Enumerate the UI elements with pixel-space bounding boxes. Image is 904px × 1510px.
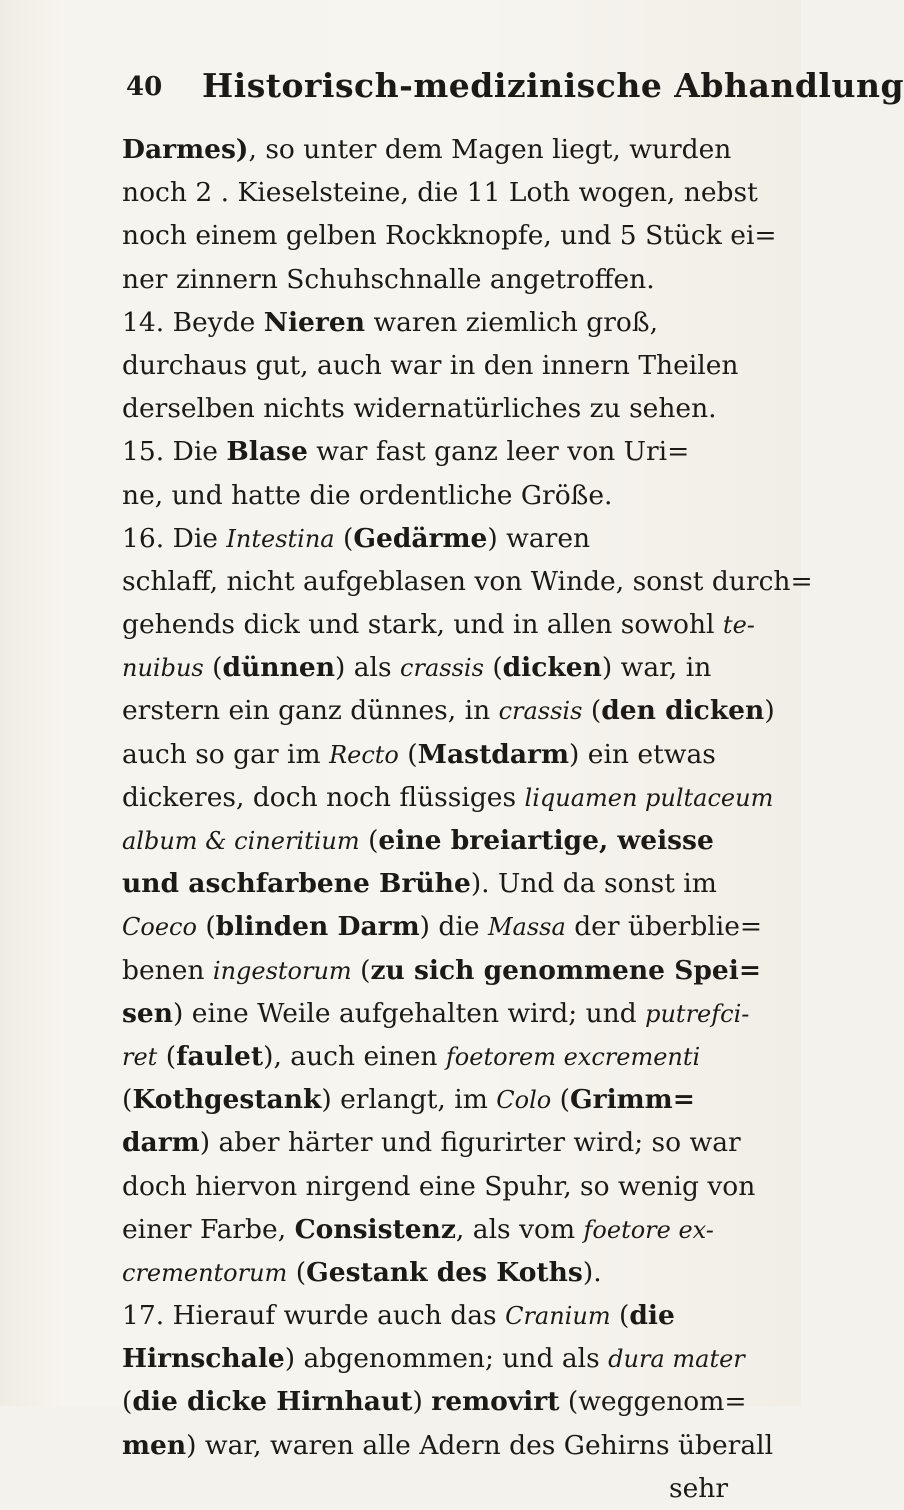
text-segment: dickeres, doch noch flüssiges — [122, 781, 525, 813]
text-segment: ( — [122, 1386, 133, 1418]
latin-term: Recto — [329, 740, 399, 769]
text-line — [122, 776, 774, 819]
latin-term: nuibus — [122, 654, 204, 683]
emphasized-term: Darmes) — [122, 134, 249, 165]
emphasized-term: die — [629, 1300, 675, 1332]
emphasized-term: eine breiartige, weisse — [378, 825, 714, 856]
latin-term: putrefci- — [645, 999, 750, 1028]
emphasized-term: Mastdarm — [417, 738, 570, 770]
text-line — [122, 560, 813, 603]
emphasized-term: blinden Darm — [215, 911, 420, 943]
text-line — [122, 1121, 741, 1164]
text-line — [122, 128, 734, 171]
text-line — [122, 689, 775, 732]
latin-term: album & cineritium — [122, 827, 360, 855]
text-line — [122, 862, 734, 905]
emphasized-term: removirt — [431, 1386, 560, 1418]
text-segment: ( — [196, 911, 216, 943]
text-line — [122, 1035, 734, 1078]
text-segment: ) war, waren alle Adern des Gehirns überall — [186, 1429, 774, 1461]
text-line — [122, 646, 734, 689]
text-segment: 16. Die — [122, 522, 227, 554]
text-segment: ner zinnern Schuhschnalle angetroffen. — [122, 263, 655, 295]
text-segment: benen — [122, 954, 213, 986]
text-segment: schlaff, nicht aufgeblasen von Winde, sonst durch= — [122, 565, 813, 597]
text-line — [122, 1380, 747, 1423]
emphasized-term: den dicken — [601, 695, 765, 727]
text-segment: ( — [157, 1040, 177, 1072]
latin-term: foetore ex- — [583, 1215, 714, 1244]
text-segment: ( — [203, 652, 223, 684]
body-text — [122, 128, 813, 1510]
text-segment: ) — [764, 695, 775, 727]
text-line — [122, 1467, 734, 1510]
text-segment: derselben nichts widernatürliches zu sehen. — [122, 393, 717, 425]
text-segment: ( — [610, 1300, 630, 1332]
latin-term: ret — [122, 1042, 158, 1071]
emphasized-term: Grimm= — [569, 1084, 695, 1116]
text-segment: ). Und da sonst im — [470, 868, 717, 900]
text-line — [122, 171, 758, 214]
text-segment: ) abgenommen; und als — [284, 1343, 609, 1375]
emphasized-term: Kothgestank — [132, 1084, 322, 1116]
text-segment: ). — [582, 1256, 602, 1288]
emphasized-term: Blase — [226, 436, 308, 468]
latin-term: te- — [722, 611, 755, 640]
text-segment: waren ziemlich groß, — [365, 306, 659, 338]
text-segment: (weggenom= — [559, 1386, 747, 1418]
latin-term: crementorum — [122, 1258, 288, 1287]
emphasized-term: die dicke Hirnhaut — [132, 1386, 413, 1418]
text-segment: ) eine Weile aufgehalten wird; und — [173, 997, 646, 1029]
latin-term: liquamen pultaceum — [524, 783, 774, 812]
text-segment: ) waren — [487, 522, 591, 554]
text-segment: ( — [551, 1084, 570, 1116]
text-line — [122, 474, 734, 517]
text-segment: ) aber härter und figurirter wird; so war — [199, 1127, 741, 1159]
text-line — [122, 1078, 734, 1121]
emphasized-term: darm — [122, 1127, 200, 1159]
latin-term: Colo — [496, 1086, 552, 1115]
text-line — [122, 387, 734, 430]
text-segment: gehends dick und stark, und in allen sowohl — [122, 609, 723, 641]
emphasized-term: men — [122, 1429, 187, 1461]
latin-term: Massa — [487, 913, 566, 942]
text-segment: ( — [122, 1084, 133, 1116]
text-segment: sehr — [668, 1472, 728, 1504]
text-segment: ne, und hatte die ordentliche Größe. — [122, 479, 613, 511]
text-line — [122, 949, 762, 992]
text-segment: , als vom — [455, 1213, 584, 1245]
text-segment: war fast ganz leer von Uri= — [307, 436, 690, 468]
text-segment: ) die — [419, 911, 488, 943]
emphasized-term: zu sich genommene Spei= — [370, 954, 762, 986]
text-line — [122, 258, 734, 301]
text-segment: ) erlangt, im — [321, 1084, 497, 1116]
emphasized-term: Nieren — [263, 306, 366, 338]
text-segment: ( — [582, 695, 602, 727]
latin-term: Cranium — [505, 1302, 611, 1331]
text-line — [122, 1165, 756, 1208]
text-segment: ( — [287, 1256, 307, 1288]
emphasized-term: Gestank des Koths — [306, 1256, 583, 1288]
emphasized-term: Consistenz — [294, 1213, 456, 1245]
latin-term: foetorem excrementi — [445, 1042, 701, 1071]
text-line — [122, 517, 734, 560]
text-segment: ( — [483, 652, 503, 684]
text-segment: , so unter dem Magen liegt, wurden — [248, 134, 732, 165]
text-segment: noch 2 . Kieselsteine, die 11 Loth wogen, nebst — [122, 177, 758, 209]
latin-term: dura mater — [608, 1345, 745, 1374]
text-line — [122, 301, 734, 344]
latin-term: Intestina — [226, 524, 335, 553]
text-segment: noch einem gelben Rockknopfe, und 5 Stück ei= — [122, 220, 777, 252]
text-segment: ), auch einen — [263, 1040, 446, 1072]
latin-term: crassis — [498, 697, 583, 726]
text-line — [122, 905, 763, 948]
text-segment: einer Farbe, — [122, 1213, 295, 1245]
latin-term: ingestorum — [212, 956, 352, 985]
text-segment: ( — [351, 954, 371, 986]
text-segment: 15. Die — [122, 436, 227, 468]
text-segment: 17. Hierauf wurde auch das — [122, 1300, 506, 1332]
text-line — [122, 1424, 774, 1467]
text-line — [122, 603, 755, 646]
text-segment: ( — [334, 522, 354, 554]
text-segment: ) war, in — [601, 652, 712, 684]
text-segment: der überblie= — [565, 911, 763, 943]
text-line — [122, 344, 739, 387]
text-line — [122, 214, 777, 257]
latin-term: Coeco — [122, 913, 197, 942]
text-segment: doch hiervon nirgend eine Spuhr, so wenig von — [122, 1170, 756, 1202]
text-segment: ( — [359, 825, 379, 856]
page-header — [126, 66, 904, 116]
text-segment: durchaus gut, auch war in den innern Theilen — [122, 349, 739, 381]
text-segment: ( — [398, 738, 418, 770]
text-line — [122, 1208, 734, 1251]
text-line — [122, 1251, 734, 1294]
emphasized-term: Hirnschale — [122, 1343, 285, 1375]
text-line — [122, 992, 750, 1035]
page-number: 40 — [126, 72, 163, 102]
text-segment: ) — [412, 1386, 432, 1418]
text-line — [122, 1337, 745, 1380]
emphasized-term: und aschfarbene Brühe — [122, 868, 471, 900]
emphasized-term: dicken — [502, 652, 602, 684]
text-line — [122, 733, 734, 776]
text-segment: ) ein etwas — [569, 738, 716, 770]
emphasized-term: dünnen — [222, 652, 335, 684]
emphasized-term: faulet — [176, 1040, 264, 1072]
text-line — [122, 430, 734, 473]
text-line — [122, 1294, 734, 1337]
emphasized-term: Gedärme — [353, 522, 488, 554]
text-segment: auch so gar im — [122, 738, 330, 770]
latin-term: crassis — [400, 654, 484, 683]
text-segment: 14. Beyde — [122, 306, 264, 338]
text-segment: ) als — [334, 652, 401, 684]
running-title: Historisch-medizinische Abhandlung — [202, 66, 904, 105]
text-line — [122, 819, 734, 862]
emphasized-term: sen — [122, 997, 174, 1029]
text-segment: erstern ein ganz dünnes, in — [122, 695, 499, 727]
